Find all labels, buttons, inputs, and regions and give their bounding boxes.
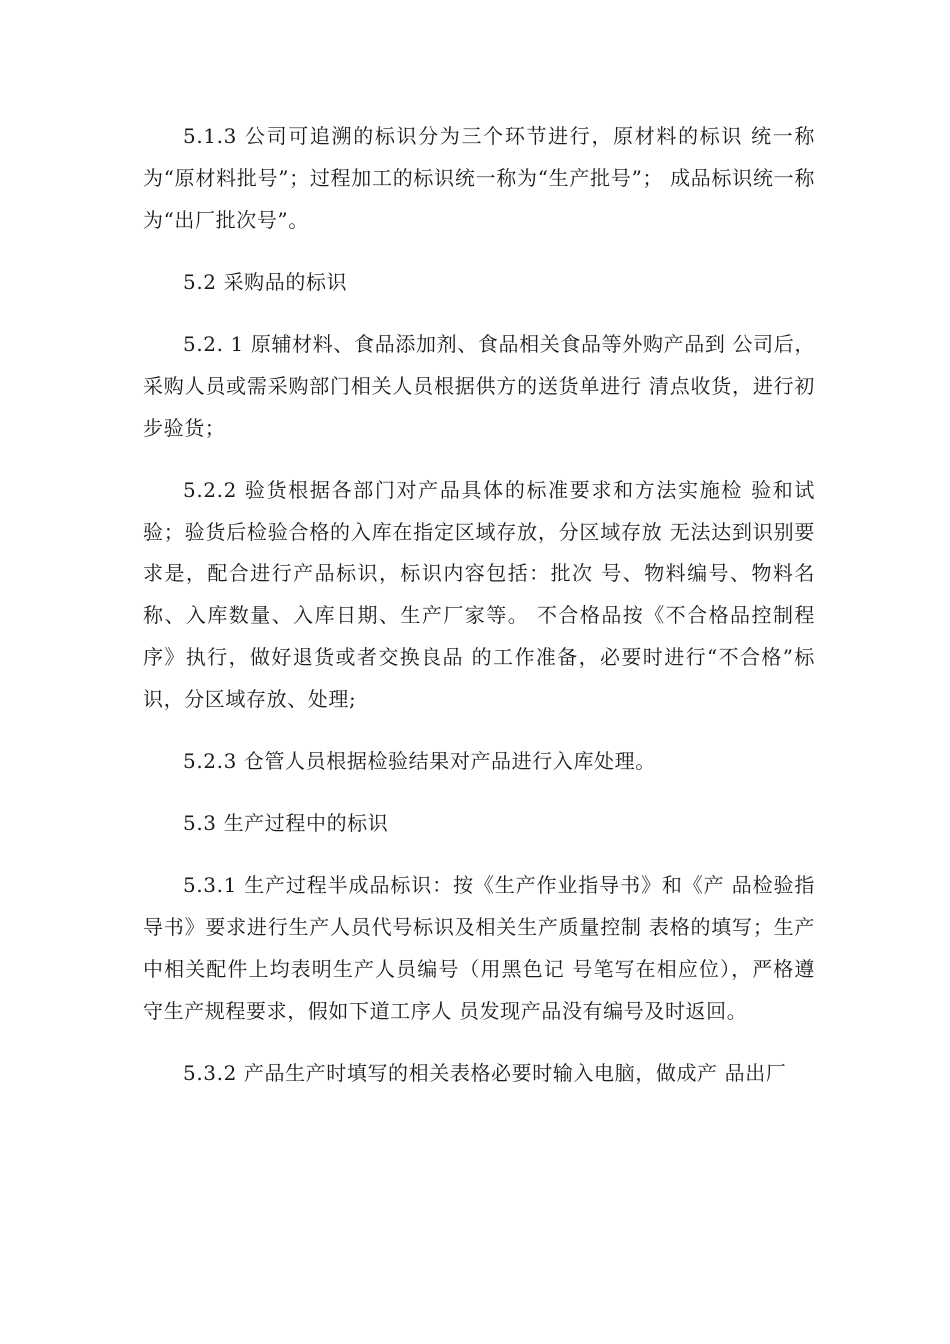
- document-body: [143, 116, 815, 1095]
- paragraph-5-2-2: 5.2.2 验货根据各部门对产品具体的标准要求和方法实施检 验和试验；验货后检验合格的入库在指定区域存放，分区域存放 无法达到识别要求是，配合进行产品标识，标识内容包括：批次 号、物料编号、物料名称、入库数量、入库日期、生产厂家等。 不合格品按《不合格品控制程序》执行，做好退货或者交换良品 的工作准备，必要时进行“不合格”标识，分区域存放、处理;: [143, 477, 815, 711]
- paragraph-5-3-2: 5.3.2 产品生产时填写的相关表格必要时输入电脑，做成产 品出厂: [183, 1060, 787, 1085]
- paragraph-5-1-3: 5.1.3 公司可追溯的标识分为三个环节进行，原材料的标识 统一称为“原材料批号”；过程加工的标识统一称为“生产批号”； 成品标识统一称为“出厂批次号”。: [143, 124, 815, 232]
- section-heading-5-3: 5.3 生产过程中的标识: [183, 811, 389, 836]
- paragraph-5-3-1: 5.3.1 生产过程半成品标识：按《生产作业指导书》和《产 品检验指导书》要求进行生产人员代号标识及相关生产质量控制 表格的填写；生产中相关配件上均表明生产人员编号（用黑色记 号笔写在相应位），严格遵守生产规程要求，假如下道工序人 员发现产品没有编号及时返回。: [143, 873, 815, 1023]
- paragraph-5-2-3: 5.2.3 仓管人员根据检验结果对产品进行入库处理。: [183, 748, 656, 773]
- paragraph-5-2-1: 5.2. 1 原辅材料、食品添加剂、食品相关食品等外购产品到 公司后，采购人员或需采购部门相关人员根据供方的送货单进行 清点收货，进行初步验货；: [143, 331, 815, 440]
- section-heading-5-2: 5.2 采购品的标识: [183, 269, 348, 294]
